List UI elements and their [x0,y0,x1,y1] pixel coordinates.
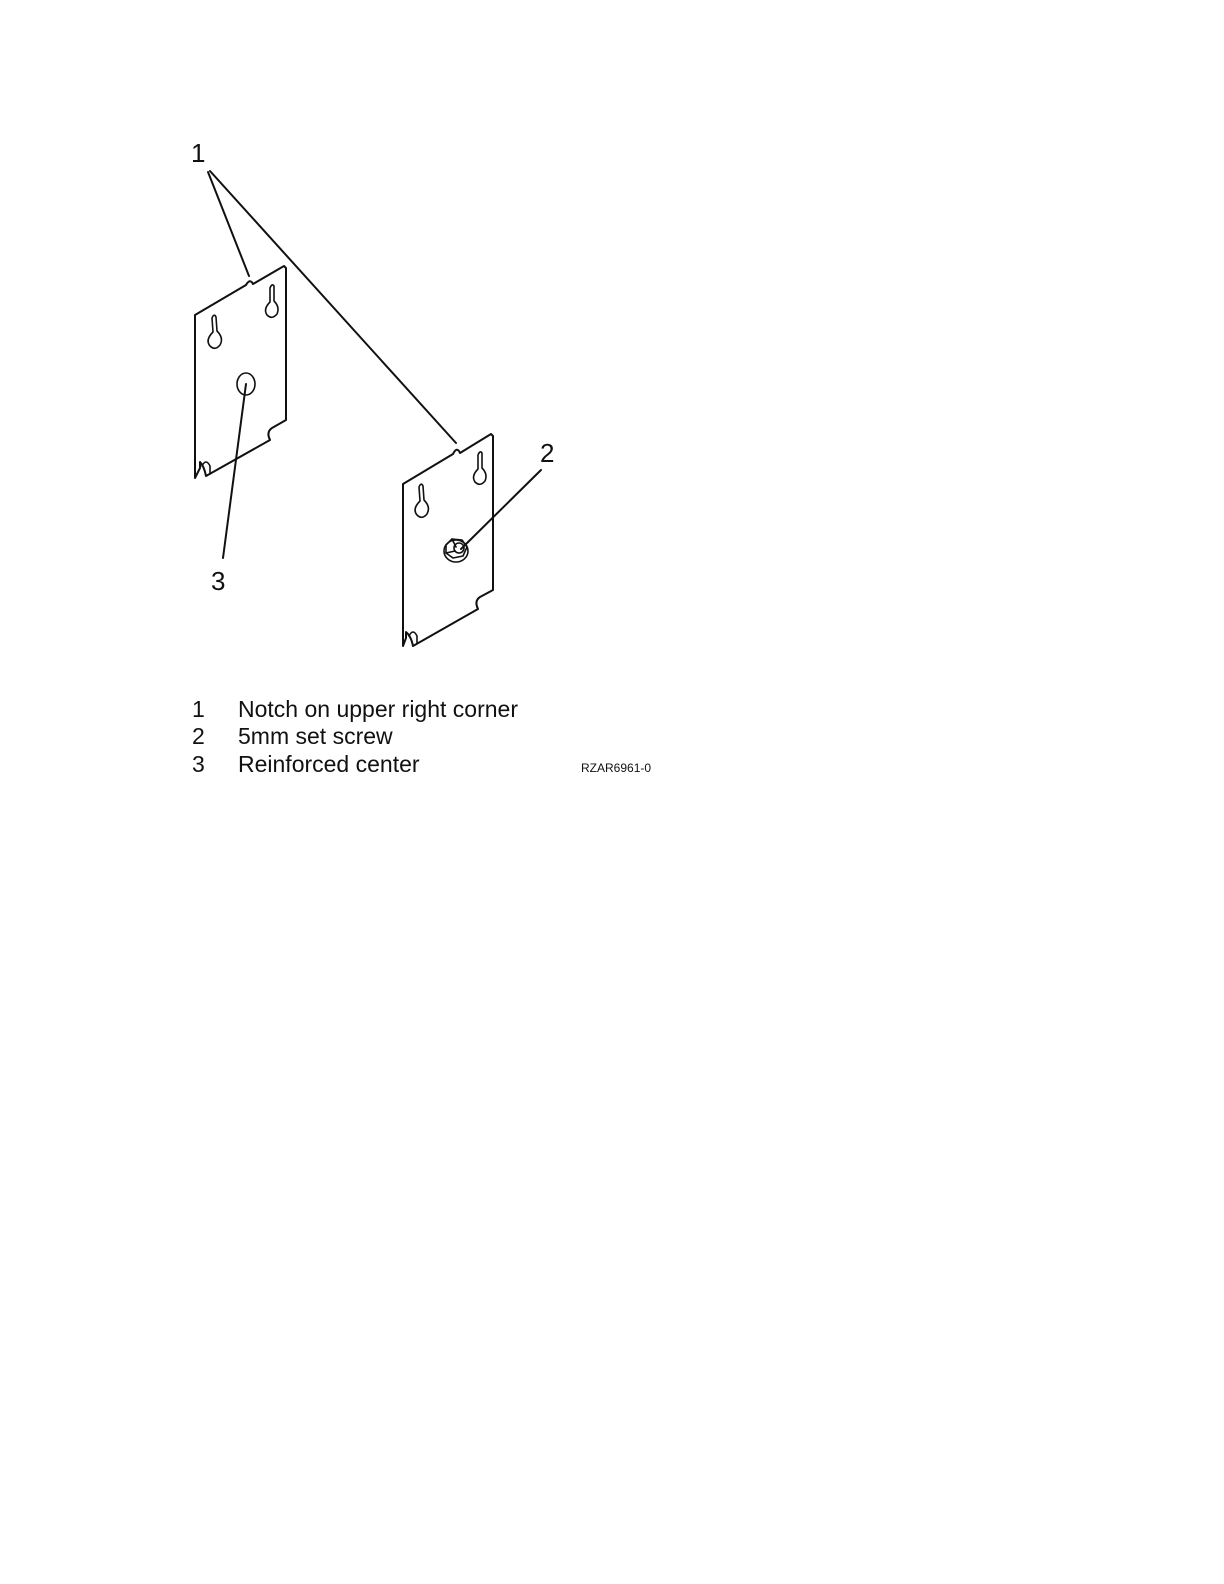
callout-3: 3 [211,566,226,596]
legend-text: 5mm set screw [238,723,393,749]
legend-number: 2 [192,723,205,749]
callout-2: 2 [540,438,555,468]
right-bracket-plate [403,434,493,646]
legend [192,696,518,777]
legend-text: Notch on upper right corner [238,696,518,722]
legend-text: Reinforced center [238,751,420,777]
figure-id: RZAR6961-0 [581,761,652,775]
legend-number: 1 [192,696,205,722]
leader-1-left [208,172,249,276]
callout-1: 1 [191,138,206,168]
left-bracket-plate [195,266,286,478]
legend-number: 3 [192,751,205,777]
